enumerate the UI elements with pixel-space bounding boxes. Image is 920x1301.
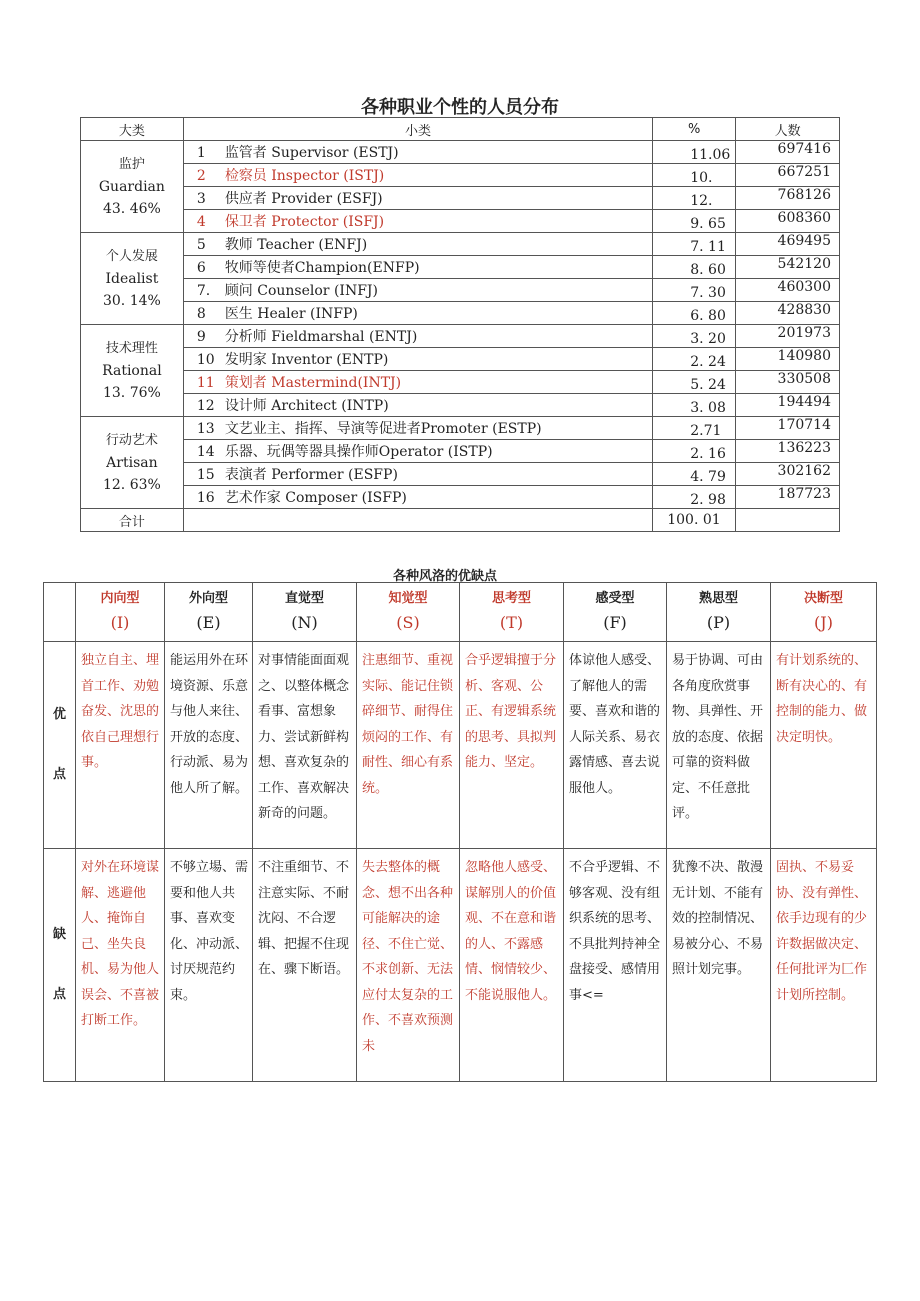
type-label: 发明家 Inventor (ENTP) (224, 352, 389, 368)
column-code: (I) (110, 613, 130, 632)
row-number: 2 (196, 168, 206, 184)
table-row (81, 371, 840, 394)
count-cell: 542120 (736, 256, 840, 279)
percent-cell: 2. 24 (653, 348, 736, 371)
column-header-i (76, 583, 165, 642)
cons-cell: 固执、不易妥协、没有弹性、依手边现有的少许数据做决定、任何批评为匚作计划所控制。 (771, 849, 877, 1082)
table1-header-row (81, 118, 840, 141)
count-cell: 194494 (736, 394, 840, 417)
table2-header-row (44, 583, 877, 642)
header-percent: % (653, 118, 736, 141)
row-number: 3 (196, 191, 206, 207)
table-row (81, 141, 840, 164)
type-label: 策划者 Mastermind(INTJ) (224, 375, 402, 391)
count-cell: 608360 (736, 210, 840, 233)
count-cell: 187723 (736, 486, 840, 509)
percent-cell: 4. 79 (653, 463, 736, 486)
category-name-cn: 监护 (118, 156, 145, 172)
count-cell: 136223 (736, 440, 840, 463)
subcategory-cell (183, 486, 652, 509)
table-row (81, 187, 840, 210)
table1-title: 各种职业个性的人员分布 (361, 97, 559, 118)
count-cell: 201973 (736, 325, 840, 348)
count-cell: 170714 (736, 417, 840, 440)
category-cell (81, 417, 184, 509)
column-name: 知觉型 (388, 591, 428, 606)
subcategory-cell (183, 417, 652, 440)
table-row (81, 486, 840, 509)
table-row (81, 233, 840, 256)
cons-cell: 不注重细节、不注意实际、不耐沈闷、不合逻辑、把握不住现在、骤下断语。 (253, 849, 357, 1082)
type-label: 医生 Healer (INFP) (224, 306, 358, 322)
count-cell: 460300 (736, 279, 840, 302)
subcategory-cell (183, 210, 652, 233)
subcategory-cell (183, 348, 652, 371)
column-code: (N) (291, 613, 318, 632)
table-row (81, 210, 840, 233)
header-category: 大类 (81, 118, 184, 141)
type-label: 艺术作家 Composer (ISFP) (224, 490, 407, 506)
total-percent: 100. 01 (653, 509, 736, 532)
category-cell (81, 325, 184, 417)
row-number: 10 (196, 352, 215, 368)
column-name: 决断型 (803, 591, 843, 606)
type-label: 检察员 Inspector (ISTJ) (224, 168, 385, 184)
column-name: 感受型 (595, 591, 635, 606)
column-header-n (253, 583, 357, 642)
category-name-en: Rational (102, 362, 162, 379)
percent-cell: 9. 65 (653, 210, 736, 233)
pros-cell: 体谅他人感受、了解他人的需要、喜欢和谐的人际关系、易衣露情感、喜去说服他人。 (564, 642, 667, 849)
percent-cell: 2. 16 (653, 440, 736, 463)
column-name: 熟思型 (698, 591, 738, 606)
total-empty (183, 509, 652, 532)
row-number: 15 (196, 467, 215, 483)
column-code: (S) (396, 613, 420, 632)
table-row (81, 348, 840, 371)
column-header-j (771, 583, 877, 642)
row-number: 8 (196, 306, 206, 322)
percent-cell: 10. (653, 164, 736, 187)
pros-label: 优 点 (44, 642, 76, 849)
table-row (81, 279, 840, 302)
column-name: 外向型 (188, 591, 228, 606)
cons-cell: 犹豫不决、散漫无计划、不能有效的控制情况、易被分心、不易照计划完事。 (667, 849, 771, 1082)
subcategory-cell (183, 256, 652, 279)
pros-cell: 有计划系统的、断有决心的、有控制的能力、做决定明快。 (771, 642, 877, 849)
type-label: 乐器、玩偶等器具操作师Operator (ISTP) (224, 444, 493, 460)
type-label: 表演者 Performer (ESFP) (224, 467, 398, 483)
row-number: 14 (196, 444, 215, 460)
type-label: 分析师 Fieldmarshal (ENTJ) (224, 329, 418, 345)
column-code: (E) (196, 613, 221, 632)
column-header-e (165, 583, 253, 642)
category-name-en: Artisan (106, 454, 158, 471)
percent-cell: 11.06 (653, 141, 736, 164)
type-label: 牧师等使者Champion(ENFP) (224, 260, 420, 276)
table-row (81, 463, 840, 486)
percent-cell: 6. 80 (653, 302, 736, 325)
pros-cell: 独立自主、埋首工作、劝勉奋发、沈思的依自己理想行事。 (76, 642, 165, 849)
table-row (81, 394, 840, 417)
subcategory-cell (183, 394, 652, 417)
column-code: (J) (814, 613, 833, 632)
type-label: 保卫者 Protector (ISFJ) (224, 214, 385, 230)
type-label: 文艺业主、指挥、导演等促进者Promoter (ESTP) (224, 421, 542, 437)
column-code: (F) (603, 613, 627, 632)
row-number: 7. (196, 283, 211, 299)
percent-cell: 5. 24 (653, 371, 736, 394)
cons-cell: 不够立場、需要和他人共事、喜欢变化、冲动派、讨厌规范约束。 (165, 849, 253, 1082)
total-label: 合计 (81, 509, 184, 532)
cons-cell: 对外在环境谋解、逃避他人、掩饰自己、坐失良机、易为他人误会、不喜被打断工作。 (76, 849, 165, 1082)
total-count-empty (736, 509, 840, 532)
category-share: 13. 76% (102, 384, 161, 401)
subcategory-cell (183, 279, 652, 302)
cons-row (44, 849, 877, 1082)
percent-cell: 2.71 (653, 417, 736, 440)
table-row (81, 325, 840, 348)
subcategory-cell (183, 233, 652, 256)
percent-cell: 3. 20 (653, 325, 736, 348)
category-name-cn: 个人发展 (105, 248, 158, 264)
subcategory-cell (183, 164, 652, 187)
pros-cell: 能运用外在环境资源、乐意与他人来往、开放的态度、行动派、易为他人所了解。 (165, 642, 253, 849)
count-cell: 428830 (736, 302, 840, 325)
corner-cell (44, 583, 76, 642)
table-row (81, 256, 840, 279)
count-cell: 302162 (736, 463, 840, 486)
table-row (81, 440, 840, 463)
table-row (81, 302, 840, 325)
percent-cell: 3. 08 (653, 394, 736, 417)
subcategory-cell (183, 141, 652, 164)
row-number: 16 (196, 490, 215, 506)
total-row (81, 509, 840, 532)
column-header-f (564, 583, 667, 642)
percent-cell: 7. 11 (653, 233, 736, 256)
category-name-en: Guardian (98, 178, 165, 195)
row-number: 13 (196, 421, 215, 437)
row-number: 9 (196, 329, 206, 345)
table-row (81, 417, 840, 440)
cons-cell: 失去整体的概念、想不出各种可能解决的途径、不住亡觉、不求创新、无法应付太复杂的工作、不喜欢预测未 (357, 849, 460, 1082)
category-name-cn: 技术理性 (105, 340, 158, 356)
category-name-cn: 行动艺术 (105, 432, 158, 448)
category-cell (81, 233, 184, 325)
subcategory-cell (183, 302, 652, 325)
subcategory-cell (183, 463, 652, 486)
pros-cell: 易于协调、可由各角度欣赏事物、具弹性、开放的态度、依据可靠的资料做定、不任意批评。 (667, 642, 771, 849)
row-number: 12 (196, 398, 215, 414)
category-share: 12. 63% (102, 476, 161, 493)
category-share: 43. 46% (102, 200, 161, 217)
percent-cell: 8. 60 (653, 256, 736, 279)
column-header-p (667, 583, 771, 642)
table2-title: 各种风洛的优缺点 (392, 569, 497, 584)
percent-cell: 12. (653, 187, 736, 210)
cons-cell: 不合乎逻辑、不够客观、没有组织系统的思考、不具批判持神全盘接受、感情用事<= (564, 849, 667, 1082)
type-label: 设计师 Architect (INTP) (224, 398, 389, 414)
count-cell: 140980 (736, 348, 840, 371)
category-name-en: Idealist (105, 270, 159, 287)
header-subcategory: 小类 (183, 118, 652, 141)
category-share: 30. 14% (102, 292, 161, 309)
column-name: 内向型 (100, 591, 140, 606)
cons-label: 缺 点 (44, 849, 76, 1082)
subcategory-cell (183, 325, 652, 348)
column-code: (T) (499, 613, 524, 632)
column-name: 直觉型 (284, 591, 324, 606)
subcategory-cell (183, 371, 652, 394)
column-code: (P) (706, 613, 731, 632)
personality-distribution-table (80, 117, 840, 532)
type-label: 顾问 Counselor (INFJ) (224, 283, 378, 299)
pros-cell: 注惠细节、重视实际、能记住锁碎细节、耐得住烦闷的工作、有耐性、细心有系统。 (357, 642, 460, 849)
count-cell: 697416 (736, 141, 840, 164)
count-cell: 469495 (736, 233, 840, 256)
subcategory-cell (183, 187, 652, 210)
percent-cell: 7. 30 (653, 279, 736, 302)
row-number: 6 (196, 260, 206, 276)
row-number: 11 (196, 375, 215, 391)
column-name: 思考型 (491, 591, 531, 606)
table-row (81, 164, 840, 187)
row-number: 4 (196, 214, 206, 230)
type-label: 教师 Teacher (ENFJ) (224, 237, 368, 253)
column-header-t (460, 583, 564, 642)
type-label: 供应者 Provider (ESFJ) (224, 191, 383, 207)
percent-cell: 2. 98 (653, 486, 736, 509)
row-number: 5 (196, 237, 206, 253)
category-cell (81, 141, 184, 233)
cons-cell: 忽略他人感受、谋解別人的价值观、不在意和谐的人、不露感情、悯情较少、不能说服他人。 (460, 849, 564, 1082)
count-cell: 768126 (736, 187, 840, 210)
count-cell: 330508 (736, 371, 840, 394)
style-pros-cons-table (43, 582, 877, 1082)
header-count: 人数 (736, 118, 840, 141)
pros-row (44, 642, 877, 849)
subcategory-cell (183, 440, 652, 463)
pros-cell: 对事情能面面观之、以整体概念看事、富想象力、尝试新鲜构想、喜欢复杂的工作、喜欢解决新奇的问题。 (253, 642, 357, 849)
count-cell: 667251 (736, 164, 840, 187)
type-label: 监管者 Supervisor (ESTJ) (224, 145, 399, 161)
row-number: 1 (196, 145, 206, 161)
column-header-s (357, 583, 460, 642)
pros-cell: 合乎逻辑擅于分析、客观、公正、有逻辑系统的思考、具拟判能力、坚定。 (460, 642, 564, 849)
